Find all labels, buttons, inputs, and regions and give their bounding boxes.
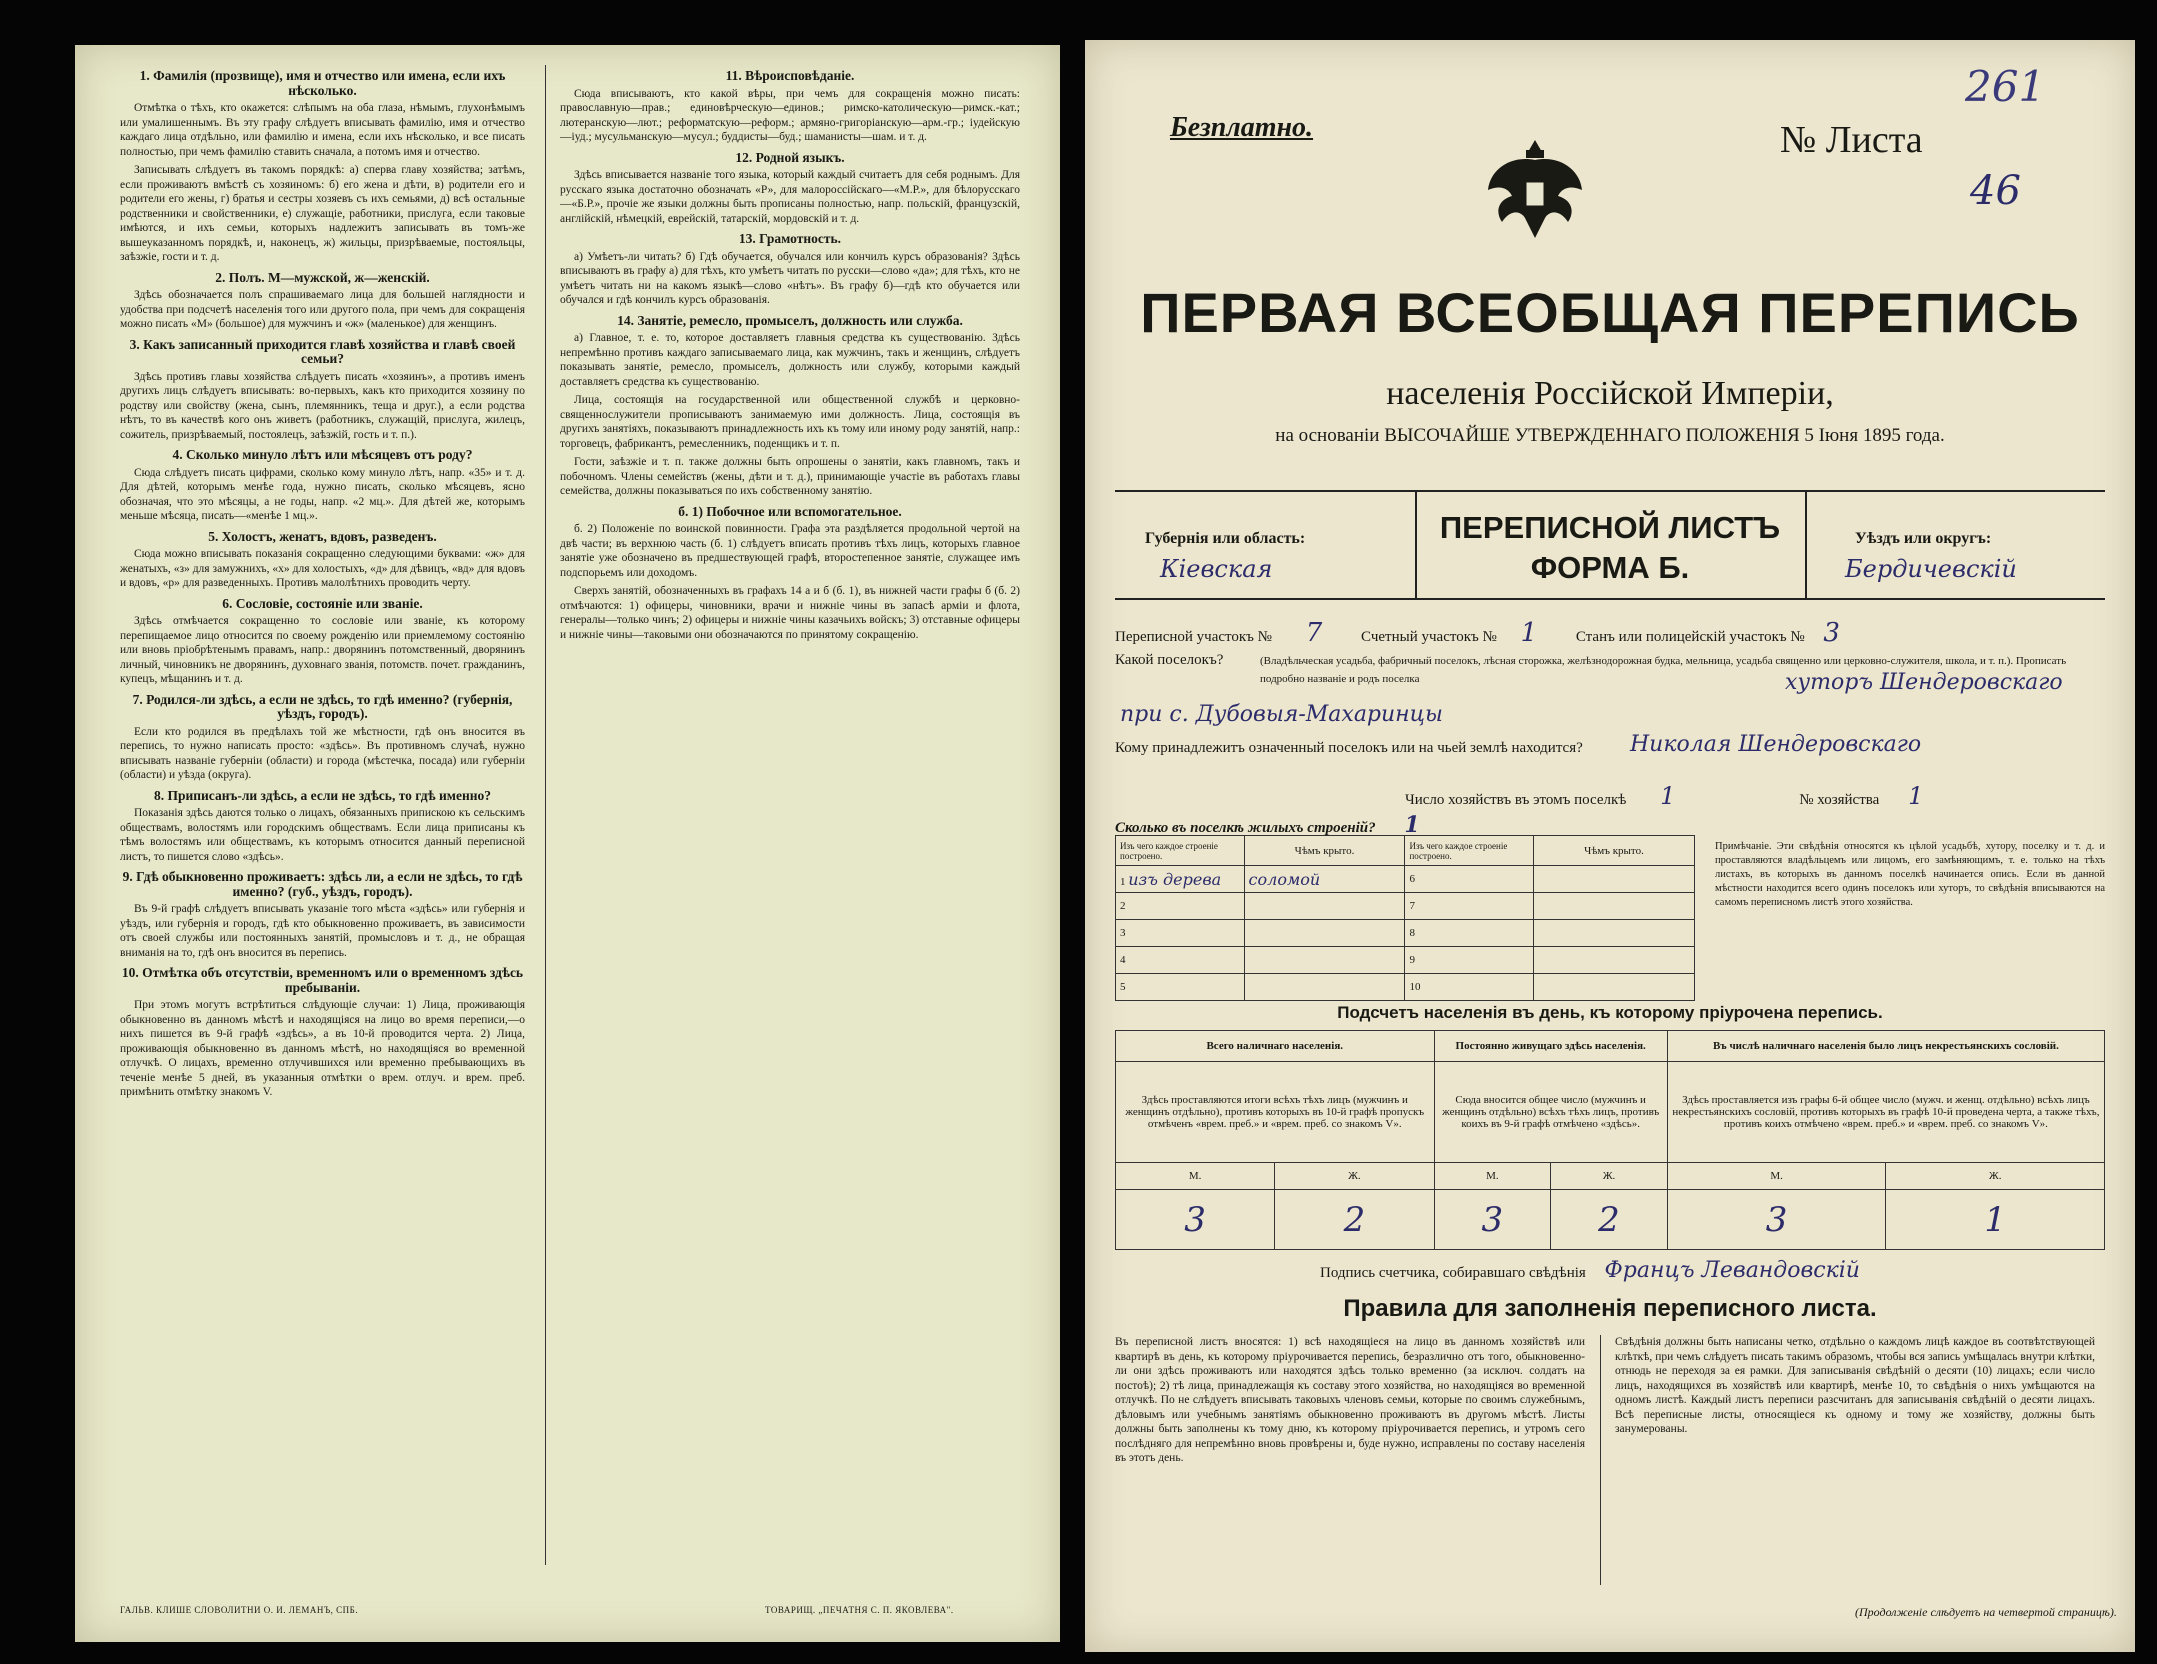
col-m: М.: [1667, 1163, 1886, 1190]
chislo-hoz: [1405, 782, 1923, 810]
instruction-text: б. 2) Положеніе по воинской повинности. Графа эта раздѣляется продольной чертой на двѣ части; въ верхнюю часть (б. 1) слѣдуетъ вписать противъ тѣхъ лицъ, которыхъ главное занятіе уже обозначено въ предшествующей графѣ, второстепенное занятіе, служащее имъ подспорьемъ или доходомъ.: [560, 523, 1020, 579]
instruction-text: Показанія здѣсь даются только о лицахъ, обязанныхъ припискою къ сельскимъ обществамъ, волостямъ или городскимъ обществамъ. Если лица приписаны къ тѣмъ волостямъ или обществамъ, къ которымъ относится данный переписной листъ, то пишется слово «здѣсь».: [120, 807, 525, 863]
stan-value: 3: [1823, 618, 1840, 648]
population-count-table: [1115, 1030, 2105, 1250]
instruction-text: При этомъ могутъ встрѣтиться слѣдующіе случаи: 1) Лица, проживающія обыкновенно въ данномъ мѣстѣ и находящіяся на лицо во время переписи,—о нихъ пишется въ 9-й графѣ «здѣсь», а въ 10-й проводится черта. 2) Лица, проживающія обыкновенно въ данномъ мѣстѣ, но находящіяся во временной отлучкѣ. О лицахъ, временно отлучившихся или временно пребывающихъ въ теченіе менѣе 5 дней, въ указанныя отмѣтки о врем. отлуч. и врем. преб. примѣнить отмѣтку знакомъ V.: [120, 999, 525, 1098]
komu-value: Николая Шендеровскаго: [1630, 732, 1922, 757]
schetny-label: Счетный участокъ №: [1361, 629, 1497, 645]
build-cell: [1534, 920, 1695, 947]
material-value: изъ дерева: [1128, 869, 1222, 889]
instruction-heading: 5. Холостъ, женатъ, вдовъ, разведенъ.: [208, 528, 437, 544]
instruction-text: Если кто родился въ предѣлахъ той же мѣстности, гдѣ онъ вносится въ перепись, то нужно написать просто: «здѣсь». Въ противномъ случаѣ, нужно вписывать названіе губерніи (области) и города (мѣстечка, посада) или губерніи (области) и уѣзда (округа).: [120, 725, 525, 781]
col-m: М.: [1116, 1163, 1275, 1190]
total-women: 2: [1275, 1190, 1434, 1250]
form-title: [1430, 508, 1790, 588]
right-page-census-form: [1085, 40, 2135, 1652]
count-head-permanent: Постоянно живущаго здѣсь населенія.: [1434, 1031, 1667, 1062]
stan-label: Станъ или полицейскій участокъ №: [1575, 629, 1805, 645]
build-head-material-2: Изъ чего каждое строеніе построено.: [1405, 836, 1534, 866]
col-zh: Ж.: [1551, 1163, 1668, 1190]
census-title: ПЕРВАЯ ВСЕОБЩАЯ ПЕРЕПИСЬ: [1140, 281, 2080, 344]
count-head-total: Всего наличнаго населенія.: [1116, 1031, 1435, 1062]
uezd-value: Бердичевскій: [1845, 555, 2017, 583]
row-num: 4: [1116, 947, 1245, 974]
build-cell: [1244, 920, 1405, 947]
count-desc-total: Здѣсь проставляются итоги всѣхъ тѣхъ лицъ (мужчинъ и женщинъ отдѣльно), противъ которыхъ въ 10-й графѣ пропускъ отмѣченъ «врем. преб.» и «врем. преб. со знакомъ V».: [1116, 1062, 1435, 1163]
kakoy-value-2: при с. Дубовыя-Махаринцы: [1120, 702, 1443, 727]
rule-line: [1115, 490, 2105, 492]
instruction-heading: 8. Приписанъ-ли здѣсь, а если не здѣсь, то гдѣ именно?: [153, 787, 492, 803]
row-num: 1: [1120, 875, 1126, 888]
instruction-text: Здѣсь противъ главы хозяйства слѣдуетъ писать «хозяинъ», а противъ именъ другихъ лицъ слѣдуетъ вписывать: во-первыхъ, какъ кто приходится хозяину по родству или свойству (жена, сынъ, племянникъ, теща и друг.), а если родства нѣтъ, то въ качествѣ кого онъ живетъ (работникъ, служащій, прислуга, жилецъ, сожитель, призрѣваемый, постоялецъ, заѣзжій, гость и т. п.).: [120, 370, 525, 441]
build-head-material: Изъ чего каждое строеніе построено.: [1116, 836, 1245, 866]
row-num: 5: [1116, 974, 1245, 1001]
instruction-text: Здѣсь обозначается полъ спрашиваемаго лица для большей наглядности и удобства при подсчетѣ населенія того или другого пола, при чемъ для сокращенія можно писать «М» (большое) для мужчинъ и «ж» (маленькое) для женщинъ.: [120, 289, 525, 330]
build-cell: [1534, 974, 1695, 1001]
gubernia-value: Кіевская: [1160, 555, 1273, 583]
chislo-value: 1: [1660, 782, 1676, 810]
row-num: 2: [1116, 893, 1245, 920]
gubernia-label: Губернія или область:: [1145, 530, 1306, 547]
instruction-heading: 4. Сколько минуло лѣтъ или мѣсяцевъ отъ роду?: [172, 447, 473, 462]
instruction-text: Здѣсь вписывается названіе того языка, который каждый считаетъ для себя роднымъ. Для русскаго языка достаточно обозначать «Р», для малороссійскаго—«М.Р.», для бѣлорусскаго—«Б.Р.», прочіе же языки должны быть прописаны полностью, напр. польскій, французскій, англійскій, нѣмецкій, еврейскій, татарскій, мордовскій и т. д.: [560, 169, 1020, 225]
count-title: Подсчетъ населенія въ день, къ которому пріурочена перепись.: [1337, 1003, 1883, 1022]
instructions-column-1: [120, 63, 525, 1104]
schetny-value: 1: [1520, 618, 1538, 648]
instruction-text: Сюда слѣдуетъ писать цифрами, сколько кому минуло лѣтъ, напр. «35» и т. д. Для дѣтей, которымъ менѣе года, нужно писать, сколько мѣсяцевъ, ясно обозначая, что это мѣсяцы, а не годы, напр. «2 мц.». Для дѣтей же, которымъ меньше мѣсяца, писать—«менѣе 1 мц.».: [120, 466, 525, 522]
instructions-column-2: [560, 63, 1020, 646]
noncrest-women: 1: [1886, 1190, 2105, 1250]
kakoy-label: Какой поселокъ?: [1115, 652, 1224, 668]
build-cell: [1244, 974, 1405, 1001]
instruction-text: Лица, состоящія на государственной или общественной службѣ и церковно-священнослужители прописываютъ занимаемую ими должность. Лица, состоящія въ другихъ занятіяхъ, показываютъ принадлежность ихъ къ тому или иному роду занятій, напр.: торговецъ, фабрикантъ, ремесленникъ, поденщикъ и т. п.: [560, 394, 1020, 450]
perepisnoy-uchastok-value: 7: [1305, 618, 1323, 648]
perepisnoy-uchastok: [1115, 618, 1840, 648]
instruction-text: а) Умѣетъ-ли читать? б) Гдѣ обучается, обучался или кончилъ курсъ образованія? Здѣсь вписываютъ въ графу а) для тѣхъ, кто умѣетъ читать по русски—слово «да»; для тѣхъ, кто не умѣетъ читать ни на какомъ языкѣ—слово «нѣтъ». Въ графу б)—гдѣ кто обучается или обучался и гдѣ кончилъ курсъ образованія.: [560, 250, 1020, 306]
right-imprint: ТОВАРИЩ. „ПЕЧАТНЯ С. П. ЯКОВЛЕВА".: [765, 1605, 954, 1615]
sheet-number-value: 46: [1970, 168, 2021, 214]
count-head-noncrest: Въ числѣ наличнаго населенія было лицъ некрестьянскихъ сословій.: [1667, 1031, 2104, 1062]
build-cell: [1534, 866, 1695, 893]
instruction-heading: б. 1) Побочное или вспомогательное.: [678, 503, 902, 519]
left-imprint: ГАЛЬВ. КЛИШЕ СЛОВОЛИТНИ О. И. ЛЕМАНЪ, СПБ.: [120, 1605, 359, 1615]
row-num: 9: [1405, 947, 1534, 974]
build-cell: [1244, 893, 1405, 920]
build-head-roof: Чѣмъ крыто.: [1244, 836, 1405, 866]
komu-label: Кому принадлежитъ означенный поселокъ или на чьей землѣ находится?: [1115, 740, 1583, 756]
kakoy-hint: (Владѣльческая усадьба, фабричный поселокъ, лѣсная сторожка, желѣзнодорожная будка, мельница, усадьба священно или церковно-служителя, школа, и т. п.). Прописать подробно названіе и родъ поселка: [1260, 655, 2067, 685]
permanent-women: 2: [1551, 1190, 1668, 1250]
count-desc-noncrest: Здѣсь проставляется изъ графы 6-й общее число (мужч. и женщ. отдѣльно) всѣхъ лицъ некрестьянскихъ сословій, противъ которыхъ въ графѣ 10-й проведена черта, а также тѣхъ, противъ коихъ отмѣчено «врем. преб.» и «врем. преб. со знакомъ V».: [1667, 1062, 2104, 1163]
signature-label: Подпись счетчика, собиравшаго свѣдѣнія: [1320, 1265, 1586, 1281]
sheet-number: [1780, 118, 2021, 214]
signature-value: Францъ Левандовскій: [1604, 1258, 1860, 1283]
census-decree-line: на основаніи ВЫСОЧАЙШЕ УТВЕРЖДЕННАГО ПОЛОЖЕНІЯ 5 Іюня 1895 года.: [1275, 425, 1945, 446]
rule-line: [1115, 598, 2105, 600]
row-num: 10: [1405, 974, 1534, 1001]
instruction-text: Сюда можно вписывать показанія сокращенно следующими буквами: «ж» для женатыхъ, «з» для замужнихъ, «х» для холостыхъ, «д» для дѣвицъ, «вд» для вдовъ и вдовъ, «р» для разведенныхъ. Противъ малолѣтнихъ проводить черту.: [120, 548, 525, 589]
skolko-label: Сколько въ поселкѣ жилыхъ строеній?: [1115, 820, 1376, 836]
hoz-label: № хозяйства: [1799, 792, 1880, 808]
free-label: Безплатно.: [1170, 112, 1314, 143]
rules-column-1: Въ переписной листъ вносятся: 1) всѣ находящіеся на лицо въ данномъ хозяйствѣ или квартирѣ въ день, къ которому пріурочивается перепись, безразлично отъ того, обыкновенно-ли они здѣсь проживаютъ или находятся здѣсь только временно (за исключ. солдатъ на постоѣ); 2) тѣ лица, принадлежащія къ составу этого хозяйства, но находящіяся во временной отлучкѣ. По не слѣдуетъ вписывать таковыхъ членовъ семьи, которые по своимъ служебнымъ, дѣловымъ или учебнымъ занятіямъ обыкновенно проживаютъ въ другомъ мѣстѣ. Листы должны быть заполнены къ тому дню, къ которому пріурочивается перепись, и утромъ сего послѣдняго для непремѣнно вновь провѣрены и, буде нужно, исправлены по составу населенія въ этотъ день.: [1115, 1336, 1585, 1464]
instruction-heading: 3. Какъ записанный приходится главѣ хозяйства и главѣ своей семьи?: [129, 336, 516, 366]
instruction-text: Сюда вписываютъ, кто какой вѣры, при чемъ для сокращенія можно писать: православную—прав.; единовѣрческую—единов.; римско-католическую—римск.-кат.; лютеранскую—лют.; реформатскую—реформ.; армяно-григоріанскую—арм.-гр.; іудейскую—іуд.; мусульманскую—мусул.; буддисты—буд.; шаманисты—шам. и т. д.: [560, 87, 1020, 143]
row-num: 8: [1405, 920, 1534, 947]
left-page: [75, 45, 1060, 1642]
row-num: 3: [1116, 920, 1245, 947]
col-m: М.: [1434, 1163, 1551, 1190]
instruction-heading: 7. Родился-ли здѣсь, а если не здѣсь, то гдѣ именно? (губернія, уѣздъ, городъ).: [132, 691, 513, 721]
instruction-text: Отмѣтка о тѣхъ, кто окажется: слѣпымъ на оба глаза, нѣмымъ, глухонѣмымъ или умалишеннымъ. Въ эту графу слѣдуетъ вписывать фамилію, имя и отчество каждаго лица отдѣльно, или фамилію и имена, если ихъ нѣсколько, и все писать полностью, при чемъ фамилію ставить сначала, а потомъ имя и отчество.: [120, 102, 525, 158]
buildings-table: [1115, 835, 1695, 1001]
rule-line: [1805, 490, 1807, 600]
instruction-heading: 12. Родной языкъ.: [735, 149, 845, 165]
col-zh: Ж.: [1886, 1163, 2105, 1190]
census-subtitle: населенія Россійской Имперіи,: [1386, 375, 1834, 412]
noncrest-men: 3: [1667, 1190, 1886, 1250]
continued-note: (Продолженіе слѣдуетъ на четвертой страницѣ).: [1855, 1605, 2117, 1619]
build-row-1-material: [1116, 866, 1245, 893]
rules-title: Правила для заполненія переписного листа.: [1343, 1295, 1877, 1322]
instruction-heading: 9. Гдѣ обыкновенно проживаетъ: здѣсь ли, а если не здѣсь, то гдѣ именно? (губ., уѣздъ, городъ).: [122, 869, 523, 899]
column-divider: [545, 65, 546, 1565]
column-divider: [1600, 1335, 1601, 1585]
roof-value: соломой: [1244, 866, 1405, 893]
instruction-heading: 10. Отмѣтка объ отсутствіи, временномъ или о временномъ здѣсь пребываніи.: [121, 965, 524, 995]
kakoy-value-1: хуторъ Шендеровскаго: [1785, 670, 2063, 695]
chislo-label: Число хозяйствъ въ этомъ поселкѣ: [1405, 792, 1627, 808]
instruction-heading: 1. Фамилія (прозвище), имя и отчество или имена, если ихъ нѣсколько.: [139, 68, 506, 98]
hoz-value: 1: [1908, 782, 1924, 810]
skolko-value: 1: [1404, 812, 1420, 838]
buildings-note: Примѣчаніе. Эти свѣдѣнія относятся къ цѣлой усадьбѣ, хутору, поселку и т. д. и проставляются владѣльцемъ или лицомъ, его замѣняющимъ, т. е. только на тѣхъ листахъ, въ которыхъ въ данномъ поселкѣ начинается опись. Если въ данной мѣстности находится всего одинъ поселокъ или хуторъ, то свѣдѣнія вписываются на самомъ переписномъ листѣ этого хозяйства.: [1715, 841, 2105, 908]
form-title-main: ПЕРЕПИСНОЙ ЛИСТЪ: [1439, 510, 1781, 545]
instruction-heading: 2. Полъ. М—мужской, ж—женскій.: [215, 269, 430, 285]
build-head-roof-2: Чѣмъ крыто.: [1534, 836, 1695, 866]
signature-line: [1320, 1258, 1860, 1283]
total-men: 3: [1116, 1190, 1275, 1250]
archive-page-number: 261: [1965, 62, 2046, 111]
sheet-number-label: № Листа: [1780, 119, 1923, 161]
build-cell: [1534, 893, 1695, 920]
build-cell: [1534, 947, 1695, 974]
instruction-text: а) Главное, т. е. то, которое доставляетъ главныя средства къ существованію. Здѣсь непремѣнно противъ каждаго записываемаго лица, как мужчинъ, такъ и женщинъ, слѣдуетъ показывать занятіе, ремесло, промыселъ, должность или службу, которыми каждый доставляетъ средства къ существованію.: [560, 332, 1020, 388]
count-desc-permanent: Сюда вносится общее число (мужчинъ и женщинъ отдѣльно) всѣхъ тѣхъ лицъ, противъ коихъ въ 9-й графѣ отмѣчено «здѣсь».: [1434, 1062, 1667, 1163]
double-headed-eagle-emblem: [1480, 130, 1590, 245]
instruction-text: Гости, заѣзжіе и т. п. также должны быть опрошены о занятіи, какъ главномъ, такъ и побочномъ. Члены семействъ (жены, дѣти и т. д.), принимающіе участіе въ работахъ главы семейства, должны показываться по ихъ собственному занятію.: [560, 456, 1020, 497]
instruction-heading: 13. Грамотность.: [738, 231, 842, 246]
uezd-label: Уѣздъ или округъ:: [1855, 530, 1992, 547]
instruction-heading: 6. Сословіе, состояніе или званіе.: [222, 595, 423, 611]
instruction-text: Въ 9-й графѣ слѣдуетъ вписывать указаніе того мѣста «здѣсь» или губернія и уѣздъ, или губернія и городъ, гдѣ кто обыкновенно проживаетъ, въ зависимости отъ своей службы или постоянныхъ занятій, промысловъ и т. д., не обращая вниманія на то, гдѣ онъ вносится въ перепись.: [120, 903, 525, 959]
row-num: 6: [1405, 866, 1534, 893]
build-cell: [1244, 947, 1405, 974]
instruction-heading: 11. Вѣроисповѣданіе.: [725, 68, 855, 83]
instruction-text: Записывать слѣдуетъ въ такомъ порядкѣ: а) сперва главу хозяйства; затѣмъ, если проживаютъ вмѣстѣ съ хозяиномъ: б) его жена и дѣти, в) родители его и родители его жены, г) братья и сестры хозяевъ съ ихъ семьями, д) всѣ остальные родственники и свойственники, е) служащіе, работники, прислуга, если таковые имѣются, и ихъ семьи, которыхъ надлежитъ записывать въ томъ-же вышеуказанномъ порядкѣ, и, наконецъ, ж) жильцы, призрѣваемые, постояльцы, заѣзжіе, гости и т. д.: [120, 164, 525, 263]
instruction-text: Сверхъ занятій, обозначенныхъ въ графахъ 14 а и б (б. 1), въ нижней части графы б (б. 2) отмѣчаются: 1) офицеры, чиновники, врачи и нижніе чины въ запасѣ арміи и флота, генералы—только чинъ; 2) офицеры и нижніе чины казачьихъ войскъ; 3) отставные офицеры и нижніе чины—таковыми они обозначаются по принятому сокращенію.: [560, 585, 1020, 641]
permanent-men: 3: [1434, 1190, 1551, 1250]
col-zh: Ж.: [1275, 1163, 1434, 1190]
row-num: 7: [1405, 893, 1534, 920]
instruction-heading: 14. Занятіе, ремесло, промыселъ, должность или служба.: [617, 312, 963, 328]
form-title-sub: ФОРМА Б.: [1530, 550, 1690, 585]
perepisnoy-uchastok-label: Переписной участокъ №: [1115, 629, 1272, 645]
rules-column-2: Свѣдѣнія должны быть написаны четко, отдѣльно о каждомъ лицѣ каждое въ соотвѣтствующей клѣткѣ, при чемъ слѣдуетъ писать такимъ образомъ, чтобы вся запись умѣщалась внутри клѣтки, отнюдь не переходя за ея рамки. Для записыванія свѣдѣній о десяти (10) лицахъ; если число лицъ, находящихся въ хозяйствѣ или квартирѣ, менѣе 10, то свѣдѣнія о нихъ умѣщаются на одномъ листѣ. Каждый листъ переписи разсчитанъ для записыванія свѣдѣній о десяти лицахъ. Всѣ переписные листы, относящіеся къ одному и тому же хозяйству, должны быть занумерованы.: [1615, 1336, 2095, 1435]
instruction-text: Здѣсь отмѣчается сокращенно то сословіе или званіе, къ которому перепищаемое лицо относится по своему рожденію или приемлемому состоянію или вновь пріобрѣтенымъ правамъ, напр.: дворянинъ потомственный, дворянинъ личный, чиновникъ не дворянинъ, духовнаго званія, потомств. почет. гражданинъ, купецъ, мѣщанинъ и т. д.: [120, 615, 525, 685]
rule-line: [1415, 490, 1417, 600]
